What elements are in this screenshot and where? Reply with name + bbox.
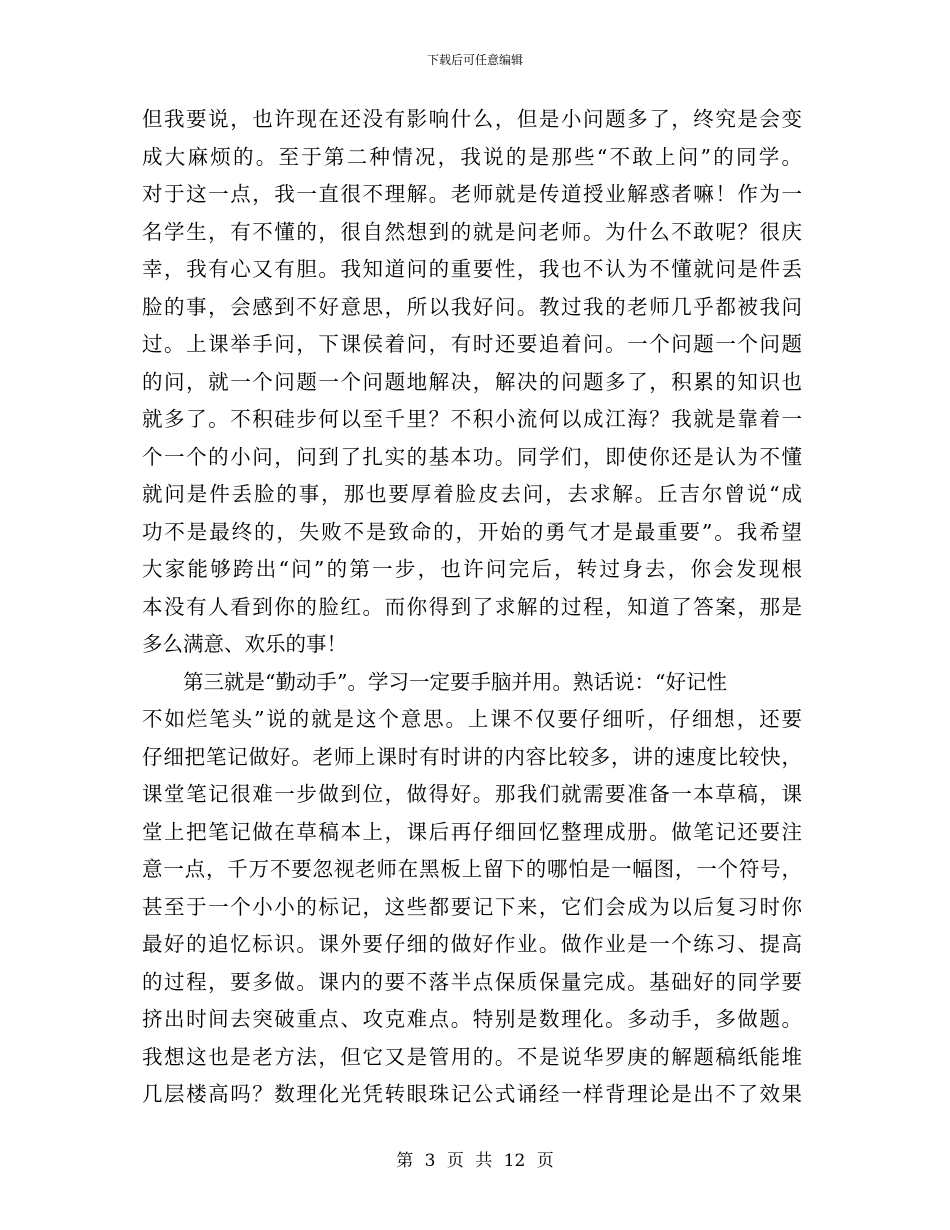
text-line: 课堂笔记很难一步做到位，做得好。那我们就需要准备一本草稿，课 [142, 782, 802, 806]
text-line: 不如烂笔头”说的就是这个意思。上课不仅要仔细听，仔细想，还要 [142, 707, 802, 731]
page-header-note: 下载后可任意编辑 [426, 53, 523, 67]
document-body [142, 101, 802, 1114]
text-line: 本没有人看到你的脸红。而你得到了求解的过程，知道了答案，那是 [142, 594, 802, 619]
text-line: 堂上把笔记做在草稿本上，课后再仔细回忆整理成册。做笔记还要注 [142, 819, 802, 844]
page-number-footer: 第 3 页 共 12 页 [396, 1151, 554, 1171]
text-line: 意一点，千万不要忽视老师在黑板上留下的哪怕是一幅图，一个符号， [142, 857, 802, 881]
paragraph-start-line: 第三就是“勤动手”。学习一定要手脑并用。熟话说：“好记性 [183, 669, 727, 694]
text-line: 最好的追忆标识。课外要仔细的做好作业。做作业是一个练习、提高 [142, 932, 802, 956]
text-line: 我想这也是老方法，但它又是管用的。不是说华罗庚的解题稿纸能堆 [142, 1044, 802, 1069]
text-line: 就问是件丢脸的事，那也要厚着脸皮去问，去求解。丘吉尔曾说“成 [142, 482, 802, 506]
text-line: 名学生，有不懂的，很自然想到的就是问老师。为什么不敢呢？很庆 [142, 219, 802, 244]
text-line: 的问，就一个问题一个问题地解决，解决的问题多了，积累的知识也 [142, 369, 802, 394]
text-line: 过。上课举手问，下课侯着问，有时还要追着问。一个问题一个问题 [142, 332, 802, 356]
text-line: 幸，我有心又有胆。我知道问的重要性，我也不认为不懂就问是件丢 [142, 257, 802, 281]
text-line: 对于这一点，我一直很不理解。老师就是传道授业解惑者嘛！作为一 [142, 182, 802, 206]
text-line: 的过程，要多做。课内的要不落半点保质保量完成。基础好的同学要 [142, 969, 802, 994]
text-line: 多么满意、欢乐的事！ [142, 632, 347, 656]
text-line: 个一个的小问，问到了扎实的基本功。同学们，即使你还是认为不懂 [142, 444, 802, 469]
text-line: 几层楼高吗？数理化光凭转眼珠记公式诵经一样背理论是出不了效果 [142, 1082, 802, 1106]
text-line: 仔细把笔记做好。老师上课时有时讲的内容比较多，讲的速度比较快， [142, 744, 802, 769]
text-line: 就多了。不积硅步何以至千里？不积小流何以成江海？我就是靠着一 [142, 407, 802, 431]
text-line: 甚至于一个小小的标记，这些都要记下来，它们会成为以后复习时你 [142, 894, 802, 919]
text-line: 脸的事，会感到不好意思，所以我好问。教过我的老师几乎都被我问 [142, 294, 802, 319]
text-line: 挤出时间去突破重点、攻克难点。特别是数理化。多动手，多做题。 [142, 1007, 802, 1031]
text-line: 功不是最终的，失败不是致命的，开始的勇气才是最重要”。我希望 [142, 519, 802, 544]
text-line: 成大麻烦的。至于第二种情况，我说的是那些“不敢上问”的同学。 [142, 144, 802, 169]
text-line: 但我要说，也许现在还没有影响什么，但是小问题多了，终究是会变 [142, 107, 802, 131]
text-line: 大家能够跨出“问”的第一步，也许问完后，转过身去，你会发现根 [142, 557, 802, 581]
